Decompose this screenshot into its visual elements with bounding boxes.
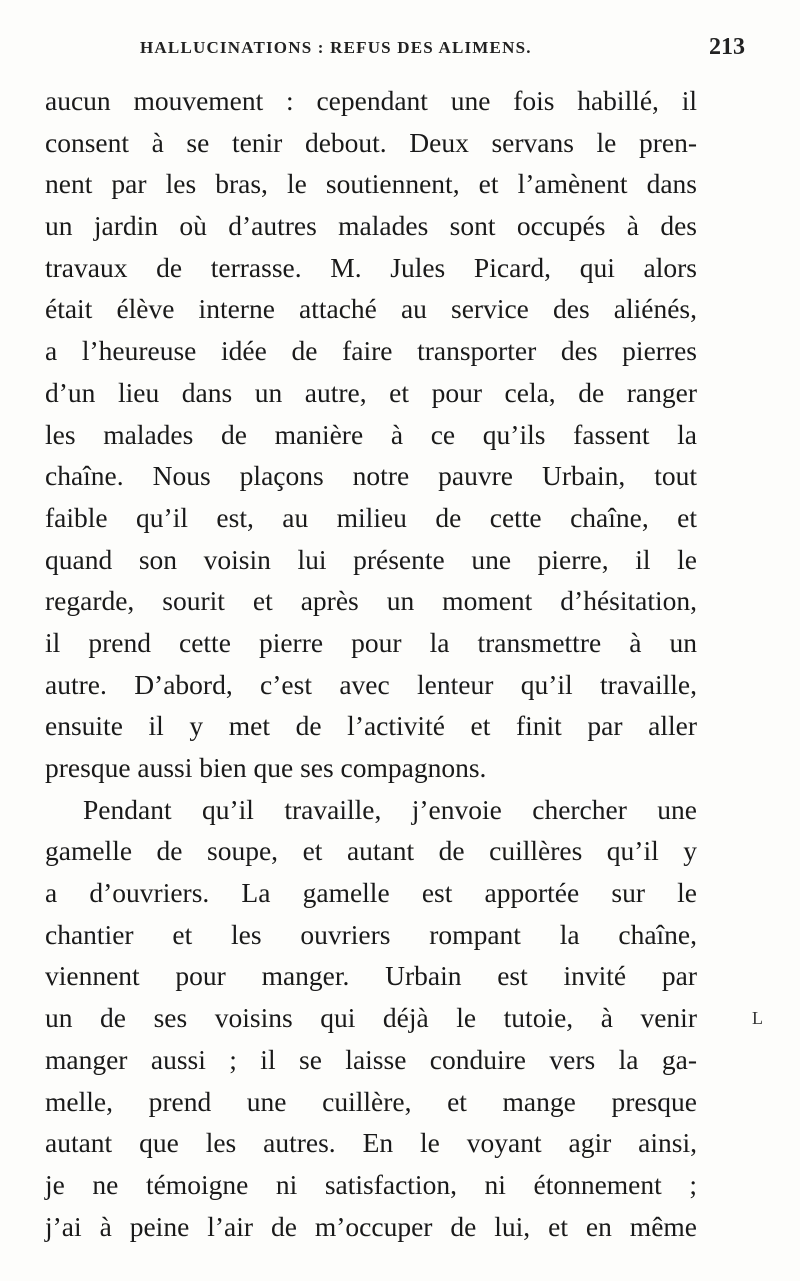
text-line: ensuite il y met de l’activité et finit par aller xyxy=(45,710,697,742)
text-line: faible qu’il est, au milieu de cette chaîne, et xyxy=(45,501,697,533)
body-text xyxy=(45,80,697,1247)
text-line: un de ses voisins qui déjà le tutoie, à venir xyxy=(45,1002,697,1034)
text-line: autant que les autres. En le voyant agir ainsi, xyxy=(45,1127,697,1159)
text-line: chantier et les ouvriers rompant la chaîne, xyxy=(45,918,697,950)
text-line: consent à se tenir debout. Deux servans le pren- xyxy=(45,126,697,158)
running-header xyxy=(45,34,755,72)
text-line: quand son voisin lui présente une pierre, il le xyxy=(45,543,697,575)
text-line: d’un lieu dans un autre, et pour cela, de ranger xyxy=(45,376,697,408)
text-line: viennent pour manger. Urbain est invité par xyxy=(45,960,697,992)
margin-note: L xyxy=(752,1008,763,1028)
text-line: aucun mouvement : cependant une fois habillé, il xyxy=(45,85,697,116)
running-title: HALLUCINATIONS : REFUS DES ALIMENS. xyxy=(140,38,532,57)
text-line: regarde, sourit et après un moment d’hésitation, xyxy=(45,585,697,617)
text-line: était élève interne attaché au service des aliénés, xyxy=(45,293,697,325)
text-line: autre. D’abord, c’est avec lenteur qu’il travaille, xyxy=(45,668,697,700)
text-line: il prend cette pierre pour la transmettre à un xyxy=(45,626,697,658)
text-line: nent par les bras, le soutiennent, et l’amènent dans xyxy=(45,168,697,200)
text-line: melle, prend une cuillère, et mange presque xyxy=(45,1085,697,1117)
text-line: les malades de manière à ce qu’ils fassent la xyxy=(45,418,697,450)
text-line: je ne témoigne ni satisfaction, ni étonnement ; xyxy=(45,1168,697,1200)
text-line: manger aussi ; il se laisse conduire vers la ga- xyxy=(45,1043,697,1075)
text-line: a l’heureuse idée de faire transporter des pierres xyxy=(45,335,697,367)
text-line: gamelle de soupe, et autant de cuillères qu’il y xyxy=(45,835,697,867)
text-line: j’ai à peine l’air de m’occuper de lui, et en même xyxy=(45,1210,697,1242)
text-line: un jardin où d’autres malades sont occupés à des xyxy=(45,210,697,242)
text-line: chaîne. Nous plaçons notre pauvre Urbain, tout xyxy=(45,460,697,492)
text-line: travaux de terrasse. M. Jules Picard, qui alors xyxy=(45,251,697,283)
paragraph-start-line: Pendant qu’il travaille, j’envoie chercher une xyxy=(83,793,697,825)
text-line: a d’ouvriers. La gamelle est apportée sur le xyxy=(45,877,697,909)
page-number: 213 xyxy=(709,34,745,60)
paragraph-end-line: presque aussi bien que ses compagnons. xyxy=(45,752,487,783)
